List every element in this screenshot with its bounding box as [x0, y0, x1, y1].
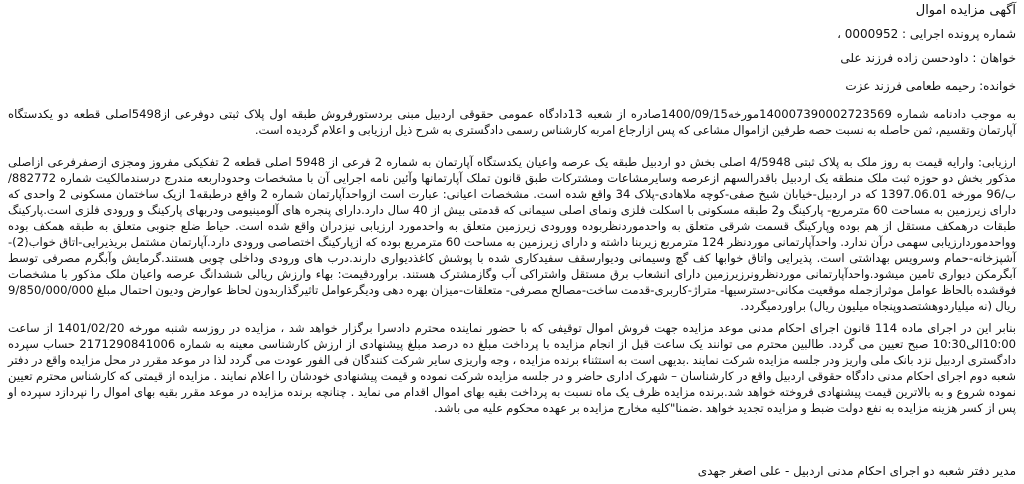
- appraisal-paragraph: ارزیابی: وارایه قیمت به روز ملک به پلاک ثبتی 4/5948 اصلی بخش دو اردبیل طبقه یک عرصه واعیان یکدستگاه آپارتمان به شماره 2 فرعی از 5948 اصلی قطعه 2 تفکیکی مفروز ومجزی ازصفرفرعی ازاصلی مذکور بخش دو حوزه ثبت ملک منطقه یک اردبیل باقدرالسهم ازعرصه وسایرمشاعات ومشترکات طبق قانون تملک آپارتمانها وآئین نامه اجرایی آن با مشخصات وحدوداربعه مندرج درسندمالکیت شماره 882772/ب/96 مورخه 1397.06.01 که در اردبیل-خیابان شیخ صفی-کوچه ملاهادی-پلاک 34 واقع شده است. مشخصات اعیانی: عبارت است ازواحدآپارتمان شماره 2 واقع درطبقه1 ازیک ساختمان مسکونی 2 واحدی که دارای زیرزمین به مساحت 60 مترمربع- پارکینگ و2 طبقه مسکونی با اسکلت فلزی ونمای اصلی سیمانی که قدمتی بیش از 40 سال دارد.دارای پنجره های آلومینیومی ودربهای پارکینگ و ورودی فلزی است.پارکینگ طبقات درهمکف مستقل از هم بوده وپارکینگ قسمت شرقی متعلق به واحدموردنظربوده وورودی زیرزمین متعلق به واحدمورد ارزیابی نیزدران واقع شده است. حیاط ضلع جنوبی متعلق به طبقه همکف بوده وواحدموردارزیابی سهمی درآن ندارد. واحدآپارتمانی موردنظر 124 مترمربع زیربنا داشته و دارای زیرزمین به مساحت 60 مترمربع بوده که ازپارکینگ اختصاصی ورودی دارد.آپارتمان مشتمل بریذیرایی-اتاق خواب(2)-آشپزخانه-حمام وسرویس بهداشتی است. پذیرایی واتاق خوابها کف گچ وسیمانی ودیوارسقف سفیدکاری شده با پوشش کاغذدیواری دارند.درب های ورودی وداخلی چوبی هستند.گرمایش وآبگرم مصرفی توسط آبگرمکن دیواری تامین میشود.واحدآپارتمانی موردنظرونرزیرزمین دارای انشعاب برق مستقل واشتراکی آب وگازمشترک هستند. براوردقیمت: بهاء وارزش ریالی ششدانگ عرصه واعیان ملک مذکور با مشخصات فوقشده بالحاظ عوامل موثرازجمله موقعیت مکانی-دسترسیها- متراژ-کاربری-قدمت ساخت-مصالح مصرفی- متعلقات-میزان بهره دهی ودیگرعوامل تاثیرگذاربدون لحاظ عوارض ودیون احتمال مبلغ 9/850/000/000 ریال (نه میلیاردوهشتصدوپنجاه میلیون ریال) براوردمیگردد.: [8, 155, 1016, 313]
- notice-title: آگهی مزایده اموال: [915, 3, 1016, 18]
- verdict-paragraph: به موجب دادنامه شماره 140007390002723569مورخه1400/09/15صادره از شعبه 13دادگاه عمومی حقوقی اردبیل مبنی بردستورفروش طبقه اول پلاک ثبتی دوفرعی از5498اصلی قطعه دو یکدستگاه آپارتمان وتقسیم، ثمن حاصله به نسبت حصه طرفین ازاموال مشاعی که پس ازارجاع امربه کارشناس رسمی دادگستری به شرح ذیل ارزیابی و اعلام گردیده است.: [8, 107, 1016, 137]
- case-number: شماره پرونده اجرایی : 0000952 ،: [837, 27, 1016, 41]
- auction-terms-paragraph: بنابر این در اجرای ماده 114 قانون اجرای احکام مدنی موعد مزایده جهت فروش اموال توقیفی که با حضور نماینده محترم دادسرا برگزار خواهد شد ، مزایده در روزسه شنبه مورخه 1401/02/20 از ساعت 10:00الی10:30 صبح تعیین می گردد. طالبین محترم می توانند یک ساعت قبل از انجام مزایده با پرداخت مبلغ ده درصد مبلغ پیشنهادی از ارزش کارشناسی معینه به شماره 2171290841006 حساب سپرده دادگستری اردبیل نزد بانک ملی واریز ودر جلسه مزایده شرکت نمایند .بدیهی است به استثناء برنده مزایده ، وجه واریزی سایر شرکت کنندگان فی الفور عودت می گردد لذا در موعد مقرر در محل مزایده واقع در دفتر شعبه دوم اجرای احکام مدنی دادگاه حقوقی اردبیل واقع در کارشناسان – شهرک اداری حاضر و در جلسه مزایده شرکت نموده و قیمت پیشنهادی خودشان را اعلام نمایند . مزایده از قیمتی که کارشناس محترم تعیین نموده شروع و به بالاترین قیمت پیشنهادی فروخته خواهد شد.برنده مزایده ظرف یک ماه نسبت به پرداخت بقیه بهای اموال اقدام می نماید . چنانچه برنده مزایده در موعد مقرر بقیه بهای اموال را نپردازد سپرده او پس از کسر هزینه مزایده به نفع دولت ضبط و مزایده تجدید خواهد .ضمنا"کلیه مخارج مزایده بر عهده محکوم علیه می باشد.: [8, 321, 1016, 415]
- defendant: خوانده: رحیمه طعامی فرزند عزت: [845, 79, 1016, 93]
- office-signature: مدیر دفتر شعبه دو اجرای احکام مدنی اردبیل - علی اصغر جهدی: [697, 464, 1016, 478]
- plaintiff: خواهان : داودحسن زاده فرزند علی: [840, 51, 1016, 65]
